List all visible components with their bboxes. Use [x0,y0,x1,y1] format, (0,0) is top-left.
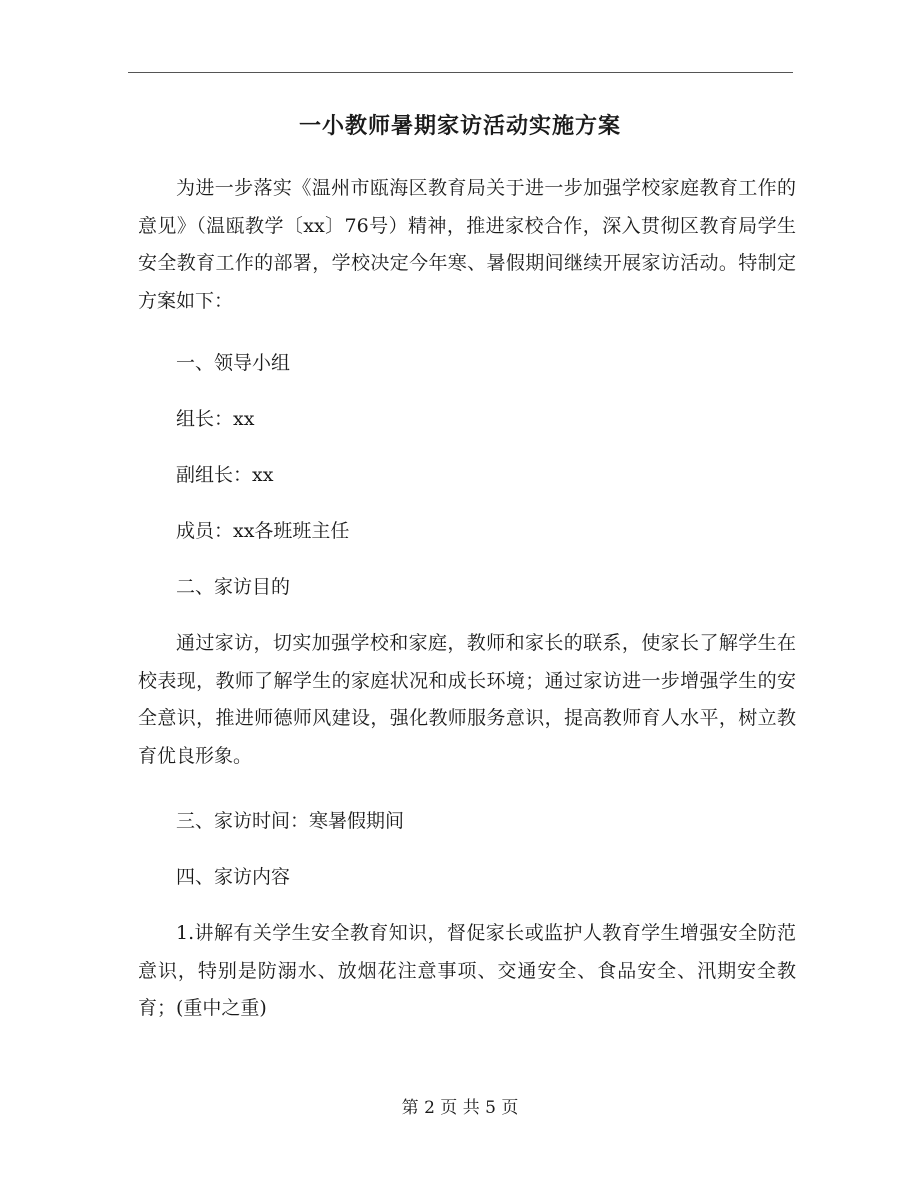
section-heading-content [138,859,796,897]
deputy-leader-text: 副组长：xx [176,464,274,486]
document-title: 一小教师暑期家访活动实施方案 [298,113,621,139]
purpose-paragraph [138,625,796,775]
intro-paragraph [138,170,796,320]
content-item-1 [138,915,796,1028]
section-heading-leadership [138,345,796,383]
section-heading-text: 一、领导小组 [176,352,291,374]
members-line [138,513,796,551]
leader-text: 组长：xx [176,408,255,430]
intro-text: 为进一步落实《温州市瓯海区教育局关于进一步加强学校家庭教育工作的意见》（温瓯教学〔xx〕76号）精神，推进家校合作，深入贯彻区教育局学生安全教育工作的部署，学校决定今年寒、暑假期间继续开展家访活动。特制定方案如下： [138,177,796,312]
section-heading-purpose [138,569,796,607]
section-heading-text: 四、家访内容 [176,866,291,888]
content-item-text: 1.讲解有关学生安全教育知识，督促家长或监护人教育学生增强安全防范意识，特别是防溺水、放烟花注意事项、交通安全、食品安全、汛期安全教育；(重中之重) [138,922,796,1019]
header-rule [128,72,793,73]
leader-line [138,401,796,439]
page-indicator: 第 2 页 共 5 页 [401,1098,519,1118]
deputy-leader-line [138,457,796,495]
members-text: 成员：xx各班班主任 [176,520,350,542]
section-heading-time [138,803,796,841]
section-heading-text: 三、家访时间：寒暑假期间 [176,810,405,832]
purpose-text: 通过家访，切实加强学校和家庭，教师和家长的联系，使家长了解学生在校表现，教师了解学生的家庭状况和成长环境；通过家访进一步增强学生的安全意识，推进师德师风建设，强化教师服务意识，提高教师育人水平，树立教育优良形象。 [138,632,796,767]
section-heading-text: 二、家访目的 [176,576,291,598]
